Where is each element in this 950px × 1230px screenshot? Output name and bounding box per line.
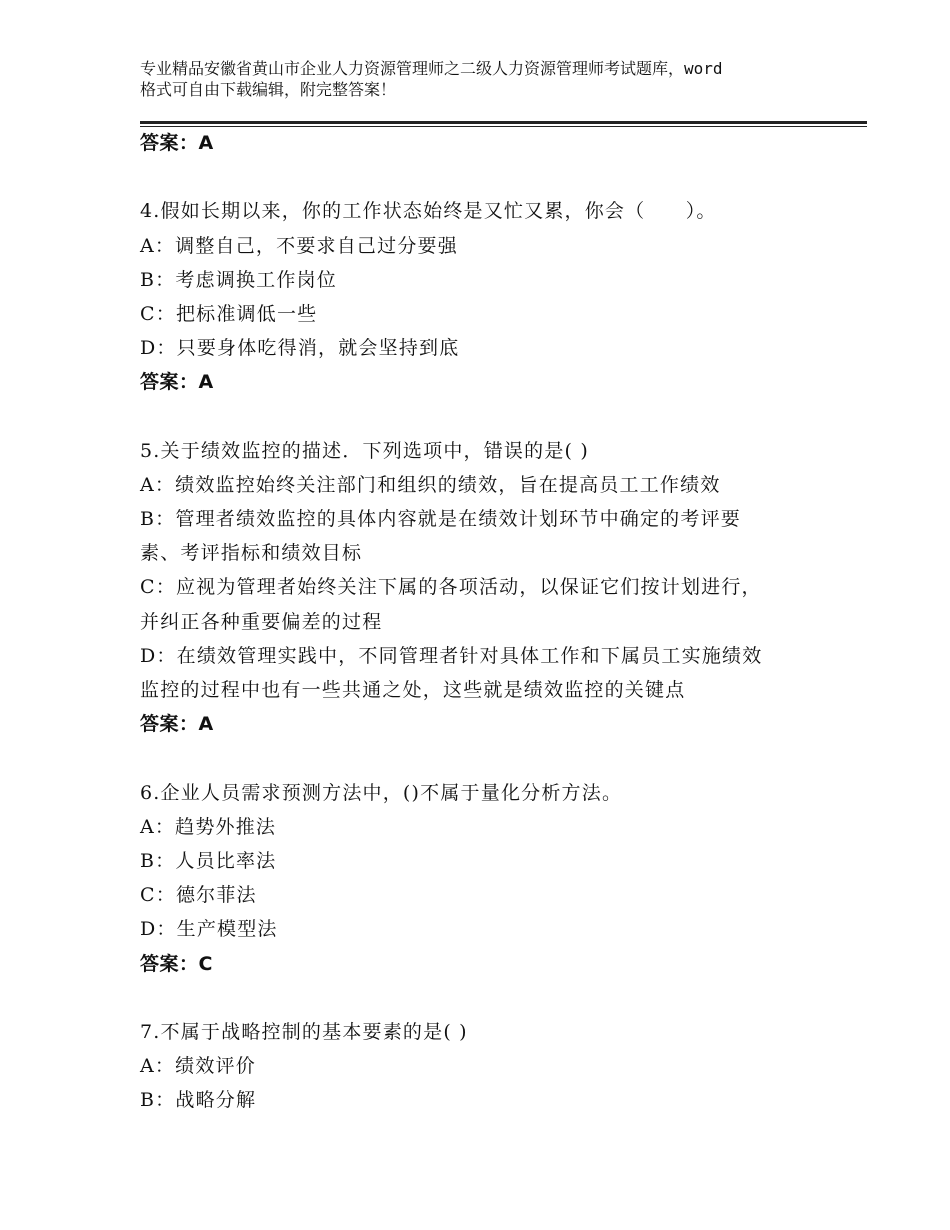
question-stem: 4.假如长期以来，你的工作状态始终是又忙又累，你会（ ）。	[140, 200, 717, 223]
option-b: B：考虑调换工作岗位	[140, 268, 337, 291]
option-d: D：在绩效管理实践中，不同管理者针对具体工作和下属员工实施绩效	[140, 644, 763, 667]
option-b: B：战略分解	[140, 1089, 257, 1112]
option-b-continued: 素、考评指标和绩效目标	[140, 542, 363, 565]
question-content	[140, 126, 820, 1117]
option-c-continued: 并纠正各种重要偏差的过程	[140, 610, 383, 633]
spacer	[140, 160, 820, 194]
option-d: D：生产模型法	[140, 918, 278, 941]
option-b: B：管理者绩效监控的具体内容就是在绩效计划环节中确定的考评要	[140, 508, 741, 531]
option-c: C：德尔菲法	[140, 884, 257, 907]
option-a: A：绩效监控始终关注部门和组织的绩效，旨在提高员工工作绩效	[140, 473, 721, 496]
question-stem: 6.企业人员需求预测方法中，()不属于量化分析方法。	[140, 781, 623, 804]
spacer	[140, 741, 820, 775]
answer-line: 答案：C	[140, 952, 213, 975]
spacer	[140, 981, 820, 1015]
option-a: A：绩效评价	[140, 1055, 256, 1078]
option-c: C：应视为管理者始终关注下属的各项活动，以保证它们按计划进行，	[140, 576, 762, 599]
question-stem: 5.关于绩效监控的描述．下列选项中，错误的是( )	[140, 439, 589, 462]
header-rule-thick	[140, 121, 867, 124]
option-a: A：调整自己，不要求自己过分要强	[140, 234, 458, 257]
header-line-2: 格式可自由下载编辑，附完整答案！	[140, 80, 397, 99]
question-block-4	[140, 194, 820, 399]
document-header	[140, 58, 820, 100]
option-d: D：只要身体吃得消，就会坚持到底	[140, 337, 460, 360]
question-block-6	[140, 776, 820, 981]
header-line-1: 专业精品安徽省黄山市企业人力资源管理师之二级人力资源管理师考试题库，word	[140, 59, 723, 78]
question-block-7	[140, 1015, 820, 1118]
option-d-continued: 监控的过程中也有一些共通之处，这些就是绩效监控的关键点	[140, 679, 686, 701]
question-stem: 7.不属于战略控制的基本要素的是( )	[140, 1020, 468, 1043]
answer-line: 答案：A	[140, 713, 214, 736]
option-a: A：趋势外推法	[140, 815, 277, 838]
answer-line: 答案：A	[140, 371, 214, 394]
option-c: C：把标准调低一些	[140, 302, 318, 325]
answer-line: 答案：A	[140, 132, 214, 154]
option-b: B：人员比率法	[140, 849, 277, 872]
spacer	[140, 400, 820, 434]
question-block-5	[140, 434, 820, 742]
